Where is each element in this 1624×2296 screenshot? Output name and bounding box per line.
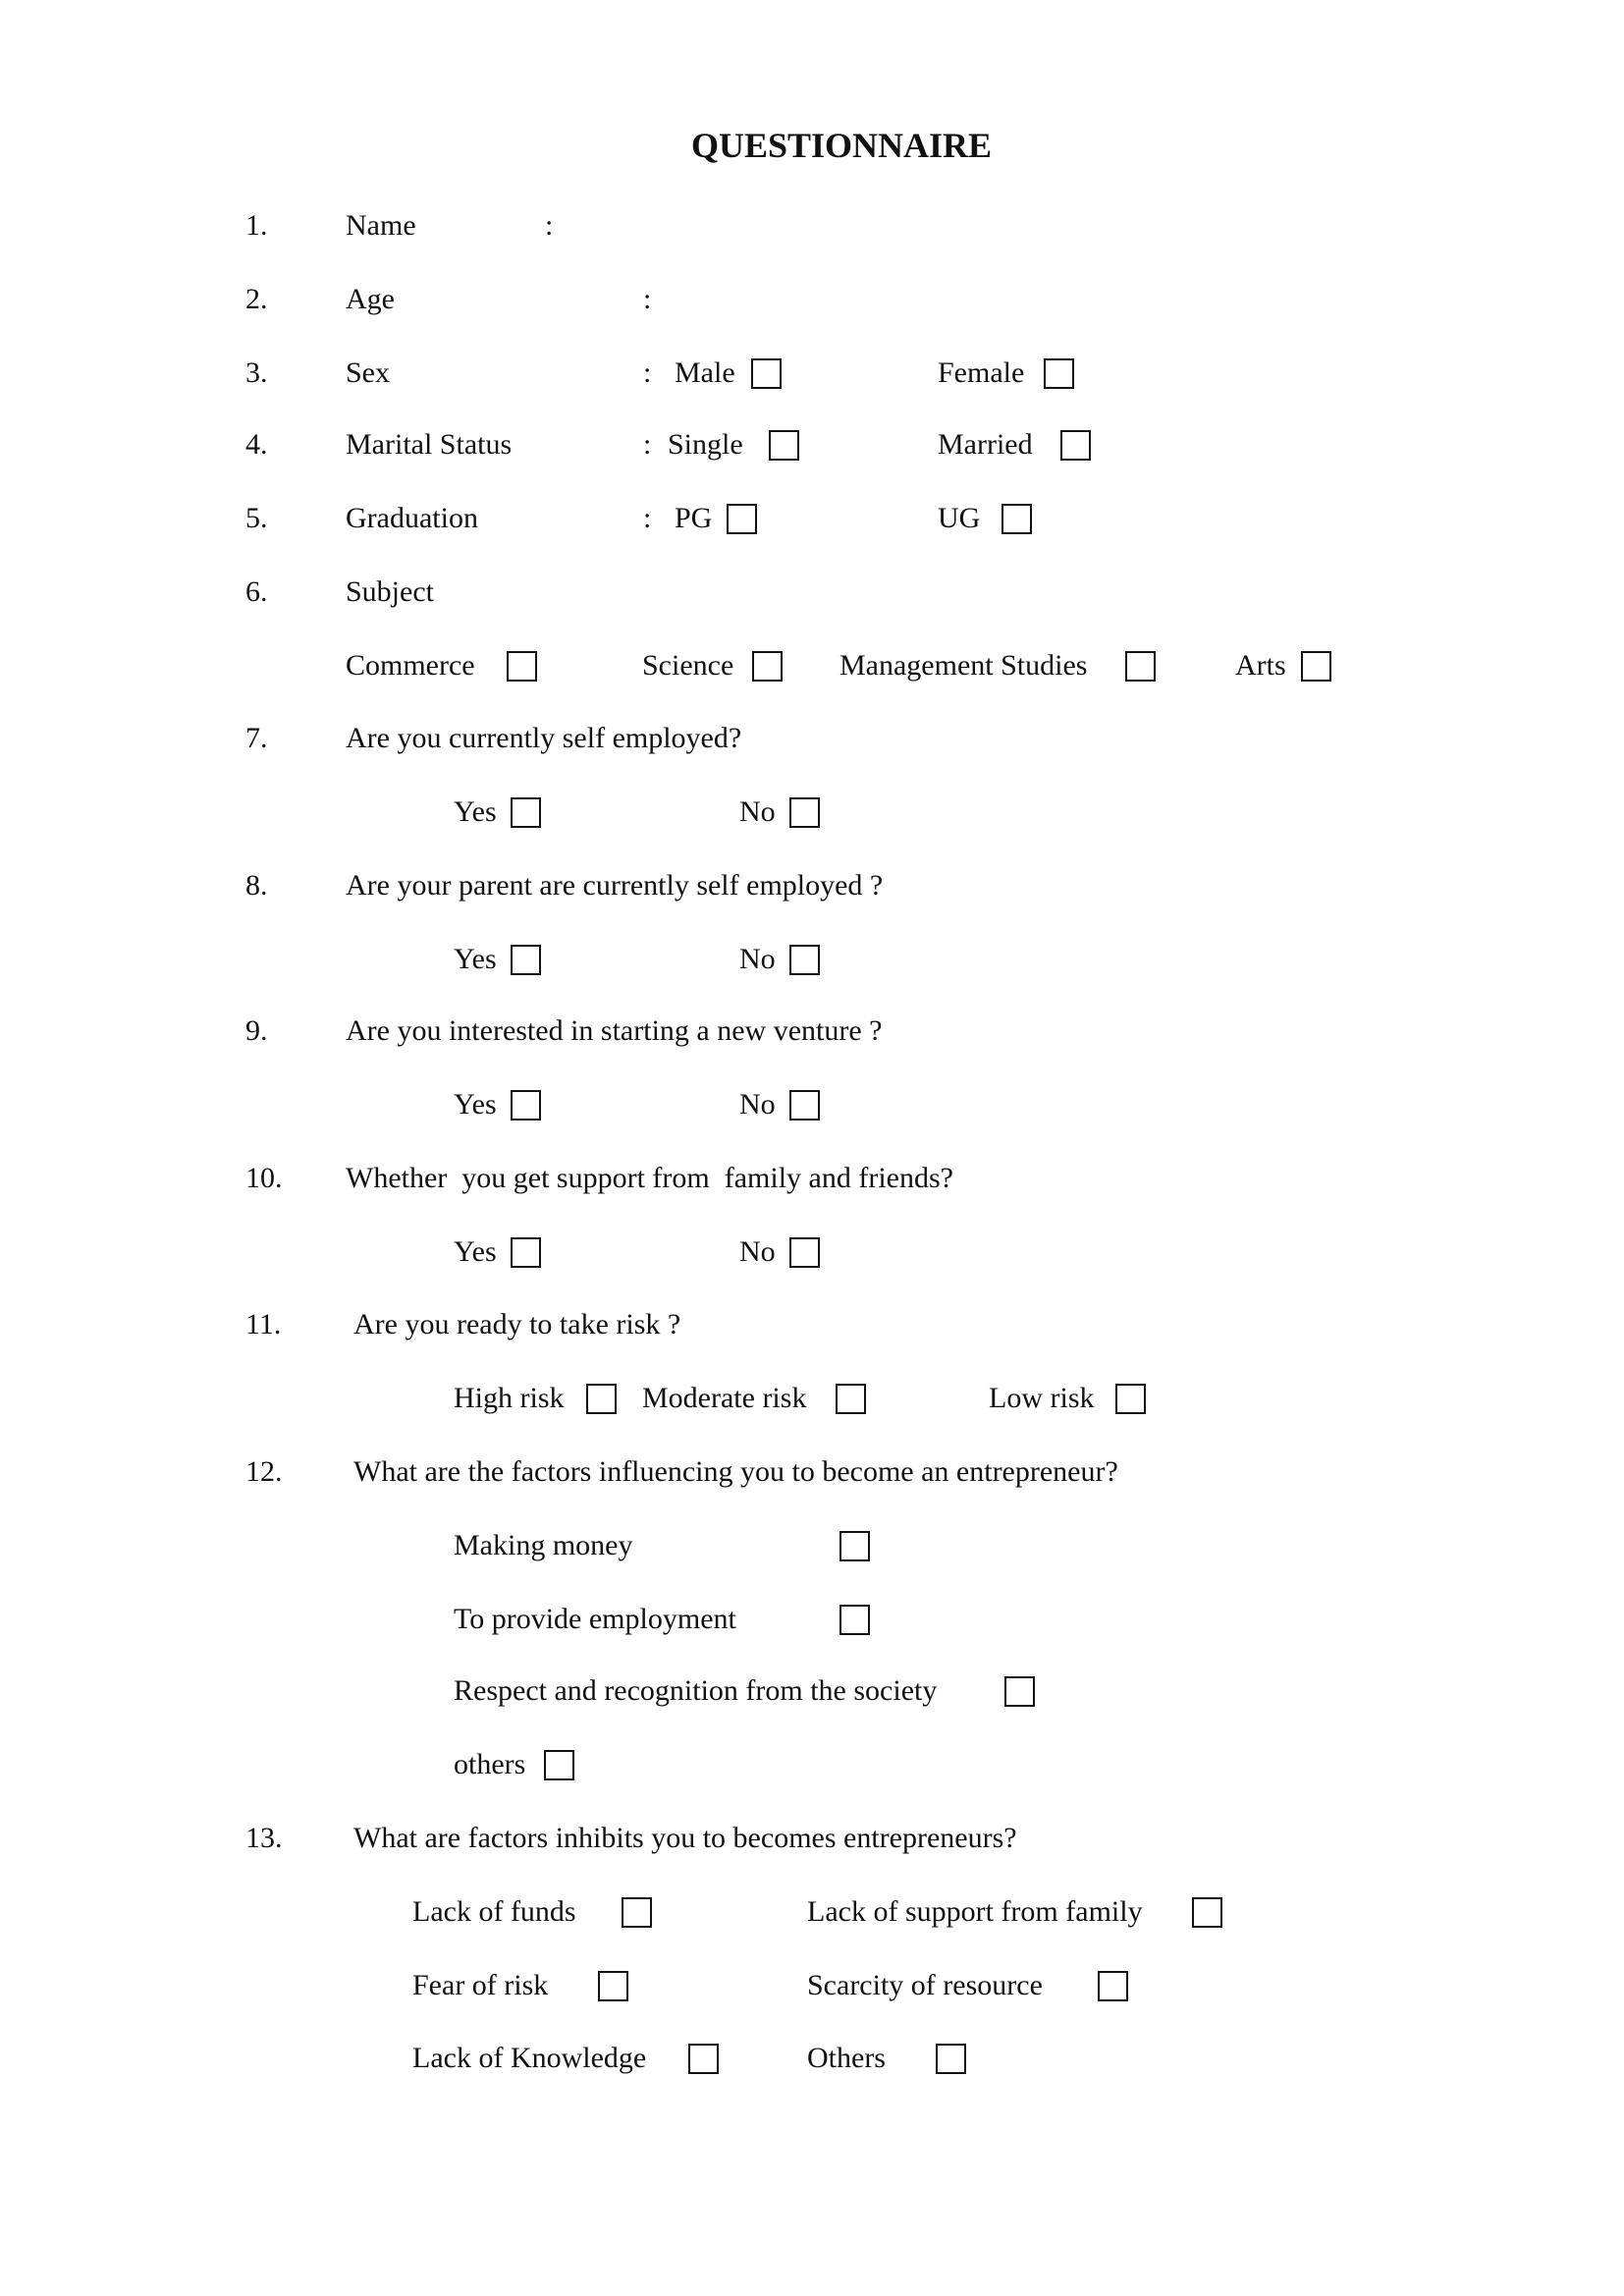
question-label-parent-self-employed: Are your parent are currently self employed ? [346, 869, 884, 902]
checkbox-making-money[interactable] [839, 1531, 870, 1561]
colon-separator: : [643, 283, 652, 315]
colon-separator: : [643, 502, 652, 534]
option-label-arts: Arts [1235, 649, 1286, 682]
option-label-yes: Yes [454, 1088, 497, 1121]
checkbox-low-risk[interactable] [1115, 1384, 1146, 1414]
question-label-influencing-factors: What are the factors influencing you to become an entrepreneur? [353, 1455, 1118, 1488]
option-label-female: Female [938, 356, 1025, 389]
question-label-new-venture: Are you interested in starting a new venture ? [346, 1014, 883, 1047]
checkbox-management-studies[interactable] [1125, 651, 1156, 682]
option-label-commerce: Commerce [346, 649, 475, 682]
option-label-fear-of-risk: Fear of risk [412, 1969, 549, 2001]
option-label-yes: Yes [454, 795, 497, 828]
option-label-no: No [739, 1235, 776, 1268]
checkbox-lack-of-family-support[interactable] [1192, 1897, 1222, 1928]
checkbox-fear-of-risk[interactable] [598, 1971, 628, 2001]
page-title: QUESTIONNAIRE [690, 126, 993, 165]
question-label-age: Age [346, 283, 395, 315]
option-label-ug: UG [938, 502, 981, 534]
option-label-no: No [739, 1088, 776, 1121]
option-label-others: others [454, 1748, 526, 1780]
option-label-single: Single [668, 428, 743, 461]
checkbox-q7-no[interactable] [789, 797, 820, 828]
checkbox-lack-of-funds[interactable] [622, 1897, 652, 1928]
option-label-moderate-risk: Moderate risk [642, 1382, 807, 1414]
option-label-married: Married [938, 428, 1033, 461]
question-label-support: Whether you get support from family and friends? [346, 1162, 953, 1194]
option-label-yes: Yes [454, 943, 497, 975]
colon-separator: : [545, 209, 554, 242]
question-number: 13. [245, 1822, 283, 1854]
question-label-graduation: Graduation [346, 502, 478, 534]
checkbox-pg[interactable] [727, 504, 757, 534]
checkbox-female[interactable] [1044, 358, 1074, 389]
question-number: 8. [245, 869, 268, 902]
checkbox-q10-yes[interactable] [511, 1237, 541, 1268]
checkbox-q8-no[interactable] [789, 945, 820, 975]
question-number: 3. [245, 356, 268, 389]
checkbox-arts[interactable] [1301, 651, 1331, 682]
option-label-others: Others [807, 2042, 886, 2074]
question-label-self-employed: Are you currently self employed? [346, 722, 742, 754]
question-number: 9. [245, 1014, 268, 1047]
question-number: 2. [245, 283, 268, 315]
question-label-risk: Are you ready to take risk ? [353, 1308, 681, 1340]
checkbox-lack-of-knowledge[interactable] [688, 2044, 719, 2074]
option-label-yes: Yes [454, 1235, 497, 1268]
question-number: 5. [245, 502, 268, 534]
question-number: 11. [245, 1308, 282, 1340]
checkbox-science[interactable] [752, 651, 783, 682]
colon-separator: : [643, 356, 652, 389]
checkbox-commerce[interactable] [507, 651, 537, 682]
question-number: 6. [245, 575, 268, 608]
option-label-scarcity-of-resource: Scarcity of resource [807, 1969, 1043, 2001]
question-number: 10. [245, 1162, 283, 1194]
option-label-lack-of-family-support: Lack of support from family [807, 1895, 1143, 1928]
question-number: 4. [245, 428, 268, 461]
checkbox-q10-no[interactable] [789, 1237, 820, 1268]
checkbox-scarcity-of-resource[interactable] [1098, 1971, 1128, 2001]
option-label-making-money: Making money [454, 1529, 633, 1561]
option-label-no: No [739, 943, 776, 975]
question-number: 1. [245, 209, 268, 242]
question-number: 12. [245, 1455, 283, 1488]
option-label-management-studies: Management Studies [839, 649, 1088, 682]
option-label-male: Male [675, 356, 735, 389]
question-number: 7. [245, 722, 268, 754]
question-label-marital-status: Marital Status [346, 428, 513, 461]
checkbox-male[interactable] [751, 358, 782, 389]
question-label-subject: Subject [346, 575, 434, 608]
question-label-inhibiting-factors: What are factors inhibits you to becomes entrepreneurs? [353, 1822, 1017, 1854]
option-label-provide-employment: To provide employment [454, 1603, 736, 1635]
checkbox-single[interactable] [769, 430, 799, 461]
option-label-low-risk: Low risk [989, 1382, 1095, 1414]
option-label-lack-of-funds: Lack of funds [412, 1895, 576, 1928]
option-label-high-risk: High risk [454, 1382, 565, 1414]
checkbox-q8-yes[interactable] [511, 945, 541, 975]
checkbox-high-risk[interactable] [586, 1384, 617, 1414]
checkbox-q9-no[interactable] [789, 1090, 820, 1121]
checkbox-moderate-risk[interactable] [836, 1384, 866, 1414]
option-label-respect-recognition: Respect and recognition from the society [454, 1674, 938, 1707]
checkbox-provide-employment[interactable] [839, 1605, 870, 1635]
checkbox-q13-others[interactable] [936, 2044, 966, 2074]
checkbox-q7-yes[interactable] [511, 797, 541, 828]
question-label-sex: Sex [346, 356, 390, 389]
option-label-lack-of-knowledge: Lack of Knowledge [412, 2042, 647, 2074]
checkbox-married[interactable] [1060, 430, 1091, 461]
checkbox-ug[interactable] [1001, 504, 1032, 534]
question-label-name: Name [346, 209, 416, 242]
option-label-pg: PG [675, 502, 713, 534]
option-label-no: No [739, 795, 776, 828]
checkbox-q9-yes[interactable] [511, 1090, 541, 1121]
option-label-science: Science [642, 649, 734, 682]
colon-separator: : [643, 428, 652, 461]
checkbox-respect-recognition[interactable] [1004, 1676, 1035, 1707]
checkbox-q12-others[interactable] [544, 1750, 574, 1780]
